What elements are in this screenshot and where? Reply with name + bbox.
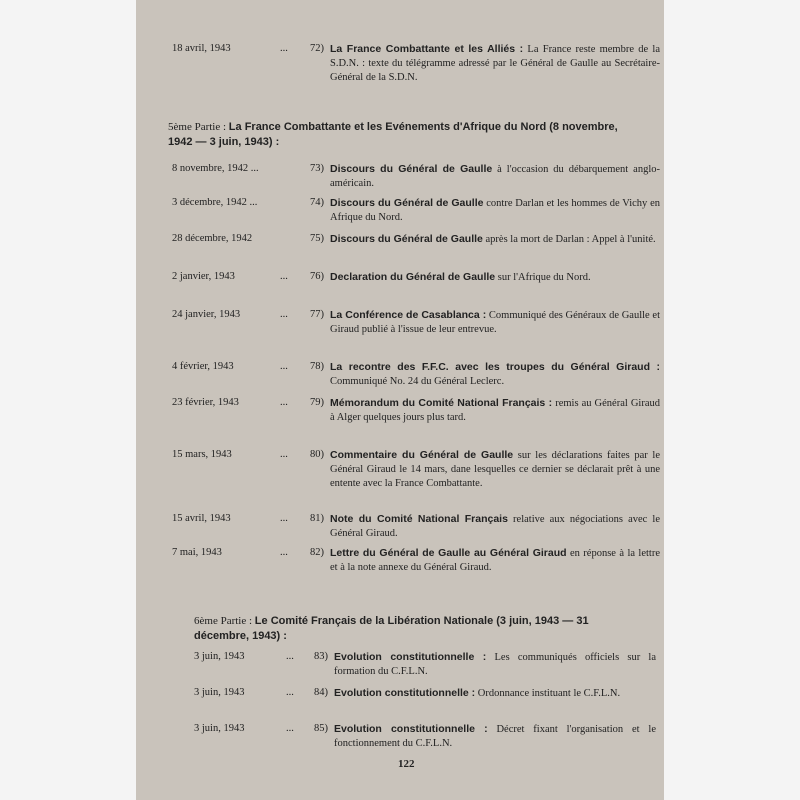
list-item <box>172 512 660 541</box>
entry-dots: ... <box>280 547 288 558</box>
list-item <box>194 686 656 701</box>
entry-text: remis au Général Giraud à Alger quelques jours plus tard. <box>330 398 661 423</box>
list-item <box>194 650 656 679</box>
entry-date: 18 avril, 1943 <box>172 43 231 54</box>
entry-number: 81) <box>310 513 324 524</box>
book-page <box>136 0 664 800</box>
entry-date: 23 février, 1943 <box>172 397 239 408</box>
part-6-heading <box>194 614 634 644</box>
entry-title: Evolution constitutionnelle : <box>334 651 487 663</box>
list-item <box>172 546 660 575</box>
entry-title: Note du Comité National Français <box>330 513 508 525</box>
entry-number: 78) <box>310 361 324 372</box>
entry-date: 28 décembre, 1942 <box>172 233 253 244</box>
entry-text: sur les déclarations faites par le Général Giraud le 14 mars, dane lesquelles ce dernier se déclarait prêt à une entente avec la France Combattante. <box>330 450 660 489</box>
entry-dots: ... <box>286 687 294 698</box>
entry-number: 79) <box>310 397 324 408</box>
entry-number: 82) <box>310 547 324 558</box>
entry-number: 75) <box>310 233 324 244</box>
entry-date: 2 janvier, 1943 <box>172 271 235 282</box>
list-item <box>172 232 660 247</box>
entry-text: La France reste membre de la S.D.N. : texte du télégramme adressé par le Général de Gaulle au Secrétaire-Général de la S.D.N. <box>330 44 660 83</box>
entry-number: 80) <box>310 449 324 460</box>
entry-date: 3 juin, 1943 <box>194 651 245 662</box>
entry-number: 74) <box>310 197 324 208</box>
entry-number: 77) <box>310 309 324 320</box>
entry-date: 3 juin, 1943 <box>194 687 245 698</box>
entry-number: 76) <box>310 271 324 282</box>
entry-number: 73) <box>310 163 324 174</box>
entry-title: Mémorandum du Comité National Français : <box>330 397 553 409</box>
list-item <box>172 162 660 191</box>
entry-title: Discours du Général de Gaulle <box>330 233 483 245</box>
entry-date: 15 mars, 1943 <box>172 449 232 460</box>
entry-dots: ... <box>280 271 288 282</box>
entry-date: 7 mai, 1943 <box>172 547 222 558</box>
entry-number: 84) <box>314 687 328 698</box>
entry-title: Lettre du Général de Gaulle au Général Giraud <box>330 547 567 559</box>
part-5-lead: 5ème Partie : <box>168 121 229 133</box>
entry-date: 15 avril, 1943 <box>172 513 231 524</box>
entry-text: Décret fixant l'organisation et le fonctionnement du C.F.L.N. <box>334 724 656 749</box>
part-6-title: Le Comité Français de la Libération Nationale (3 juin, 1943 — 31 décembre, 1943) : <box>194 615 589 642</box>
entry-dots: ... <box>280 449 288 460</box>
entry-dots: ... <box>280 397 288 408</box>
part-6-lead: 6ème Partie : <box>194 615 255 627</box>
list-item <box>172 360 660 389</box>
entry-text: relative aux négociations avec le Général Giraud. <box>330 514 660 539</box>
part-5-heading <box>168 120 628 150</box>
entry-dots: ... <box>280 309 288 320</box>
list-item <box>194 722 656 751</box>
entry-date: 3 juin, 1943 <box>194 723 245 734</box>
entry-date: 4 février, 1943 <box>172 361 234 372</box>
entry-date: 3 décembre, 1942 ... <box>172 197 258 208</box>
entry-text: contre Darlan et les hommes de Vichy en Afrique du Nord. <box>330 198 660 223</box>
list-item <box>172 42 660 85</box>
entry-title: La recontre des F.F.C. avec les troupes du Général Giraud : <box>330 361 660 373</box>
page-number: 122 <box>398 758 415 770</box>
entry-dots: ... <box>280 361 288 372</box>
entry-text: Communiqué No. 24 du Général Leclerc. <box>330 376 505 387</box>
entry-date: 24 janvier, 1943 <box>172 309 241 320</box>
entry-title: Discours du Général de Gaulle <box>330 163 493 175</box>
entry-text: à l'occasion du débarquement anglo-américain. <box>330 164 660 189</box>
list-item <box>172 448 660 491</box>
entry-text: Les communiqués officiels sur la formation du C.F.L.N. <box>334 652 656 677</box>
entry-number: 85) <box>314 723 328 734</box>
entry-title: Discours du Général de Gaulle <box>330 197 484 209</box>
entry-title: Evolution constitutionnelle : <box>334 687 476 699</box>
list-item <box>172 270 660 285</box>
entry-text: en réponse à la lettre et à la note annexe du Général Giraud. <box>330 548 660 573</box>
entry-text: Communiqué des Généraux de Gaulle et Giraud publié à l'issue de leur entrevue. <box>330 310 660 335</box>
entry-dots: ... <box>280 43 288 54</box>
entry-date: 8 novembre, 1942 ... <box>172 163 259 174</box>
entry-number: 72) <box>310 43 324 54</box>
list-item <box>172 396 660 425</box>
part-5-title: La France Combattante et les Evénements d'Afrique du Nord (8 novembre, 1942 — 3 juin, 1943) : <box>168 121 618 148</box>
entry-dots: ... <box>286 723 294 734</box>
entry-dots: ... <box>286 651 294 662</box>
entry-number: 83) <box>314 651 328 662</box>
list-item <box>172 308 660 337</box>
entry-title: Commentaire du Général de Gaulle <box>330 449 514 461</box>
entry-text: après la mort de Darlan : Appel à l'unité. <box>482 234 656 245</box>
entry-text: Ordonnance instituant le C.F.L.N. <box>475 688 621 699</box>
entry-title: Declaration du Général de Gaulle <box>330 271 496 283</box>
entry-title: Evolution constitutionnelle : <box>334 723 488 735</box>
entry-dots: ... <box>280 513 288 524</box>
entry-title: La France Combattante et les Alliés : <box>330 43 524 55</box>
list-item <box>172 196 660 225</box>
entry-title: La Conférence de Casablanca : <box>330 309 487 321</box>
entry-text: sur l'Afrique du Nord. <box>495 272 591 283</box>
